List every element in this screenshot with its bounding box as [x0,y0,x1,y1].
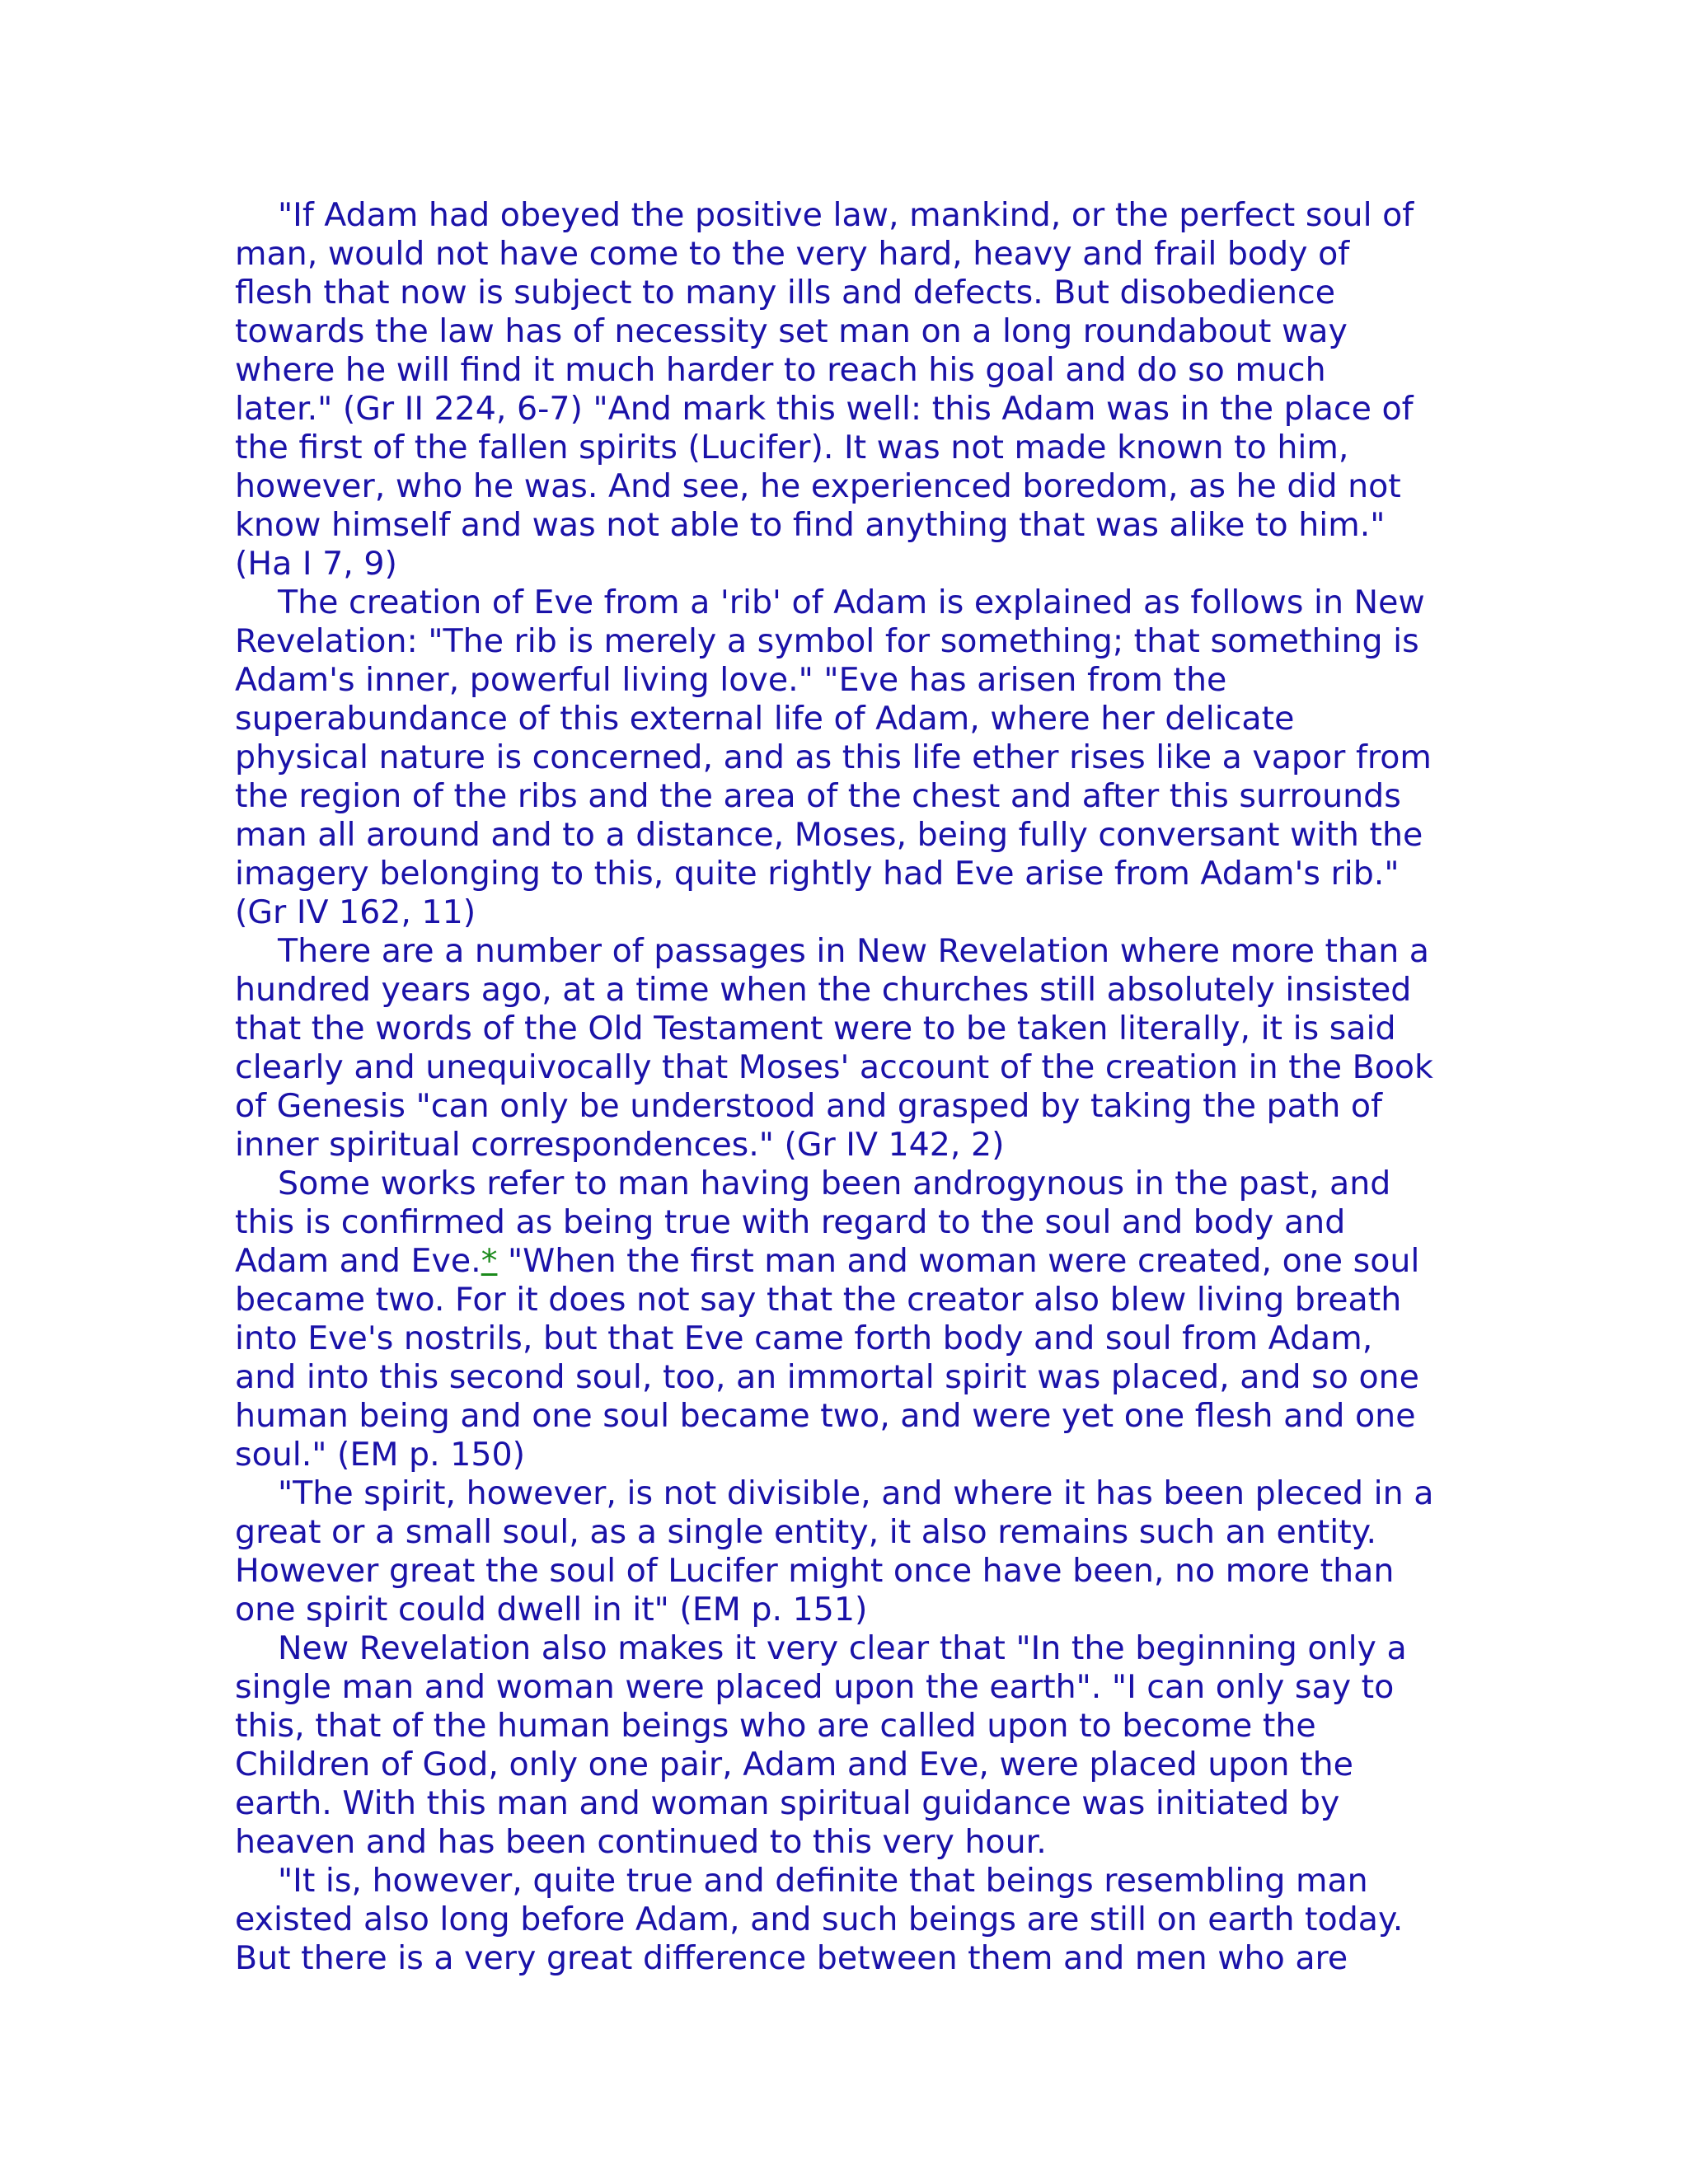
text-line: "If Adam had obeyed the positive law, mankind, or the perfect soul of [278,196,1414,234]
text-line: The creation of Eve from a 'rib' of Adam is explained as follows in New [278,583,1425,621]
text-line: (Ha I 7, 9) [235,545,397,583]
text-line: know himself and was not able to find anything that was alike to him." [235,506,1386,544]
text-line: Adam's inner, powerful living love." "Eve has arisen from the [235,661,1227,699]
text-line: imagery belonging to this, quite rightly had Eve arise from Adam's rib." [235,855,1400,893]
text-line: great or a small soul, as a single entity, it also remains such an entity. [235,1513,1377,1551]
text-line: "It is, however, quite true and definite that beings resembling man [278,1862,1368,1900]
text-line: later." (Gr II 224, 6-7) "And mark this well: this Adam was in the place of [235,390,1414,428]
text-line: however, who he was. And see, he experienced boredom, as he did not [235,467,1401,505]
text-line: towards the law has of necessity set man on a long roundabout way [235,312,1348,350]
text-line: this is confirmed as being true with regard to the soul and body and [235,1203,1346,1241]
text-line: heaven and has been continued to this very hour. [235,1823,1047,1861]
text-line: New Revelation also makes it very clear that "In the beginning only a [278,1629,1407,1667]
text-line: But there is a very great difference between them and men who are [235,1939,1348,1977]
text-segment: Adam and Eve. [235,1242,481,1280]
text-line: (Gr IV 162, 11) [235,893,476,931]
text-line: physical nature is concerned, and as this life ether rises like a vapor from [235,738,1432,776]
text-line: However great the soul of Lucifer might once have been, no more than [235,1552,1395,1590]
text-line: Children of God, only one pair, Adam and Eve, were placed upon the [235,1746,1353,1783]
text-line: the region of the ribs and the area of the chest and after this surrounds [235,777,1401,815]
text-line: became two. For it does not say that the creator also blew living breath [235,1281,1402,1319]
text-line: inner spiritual correspondences." (Gr IV 142, 2) [235,1126,1005,1164]
text-line: into Eve's nostrils, but that Eve came forth body and soul from Adam, [235,1319,1373,1357]
text-line: hundred years ago, at a time when the churches still absolutely insisted [235,971,1412,1009]
text-line: superabundance of this external life of Adam, where her delicate [235,700,1295,738]
text-line: Some works refer to man having been androgynous in the past, and [278,1165,1391,1202]
text-line: Revelation: "The rib is merely a symbol for something; that something is [235,622,1419,660]
document-body [235,196,1463,1978]
text-line: There are a number of passages in New Revelation where more than a [278,932,1429,970]
text-line: single man and woman were placed upon the earth". "I can only say to [235,1668,1395,1706]
text-line: one spirit could dwell in it" (EM p. 151) [235,1591,868,1629]
text-line: human being and one soul became two, and were yet one flesh and one [235,1397,1416,1435]
text-line-with-footnote [235,1242,1463,1281]
text-line: man all around and to a distance, Moses, being fully conversant with the [235,816,1423,854]
footnote-link[interactable]: * [481,1242,498,1280]
text-line: this, that of the human beings who are called upon to become the [235,1707,1316,1745]
text-line: where he will find it much harder to reach his goal and do so much [235,351,1326,389]
text-line: soul." (EM p. 150) [235,1436,526,1474]
text-segment: "When the first man and woman were created, one soul [497,1242,1420,1280]
text-line: of Genesis "can only be understood and grasped by taking the path of [235,1087,1382,1125]
text-line: "The spirit, however, is not divisible, and where it has been pleced in a [278,1474,1434,1512]
text-line: flesh that now is subject to many ills and defects. But disobedience [235,274,1336,312]
text-line: clearly and unequivocally that Moses' account of the creation in the Book [235,1048,1433,1086]
text-line: that the words of the Old Testament were to be taken literally, it is said [235,1010,1396,1047]
text-line: the first of the fallen spirits (Lucifer). It was not made known to him, [235,429,1349,466]
text-line: existed also long before Adam, and such beings are still on earth today. [235,1900,1404,1938]
text-line: and into this second soul, too, an immortal spirit was placed, and so one [235,1358,1419,1396]
text-line: earth. With this man and woman spiritual guidance was initiated by [235,1784,1340,1822]
text-line: man, would not have come to the very hard, heavy and frail body of [235,235,1350,273]
